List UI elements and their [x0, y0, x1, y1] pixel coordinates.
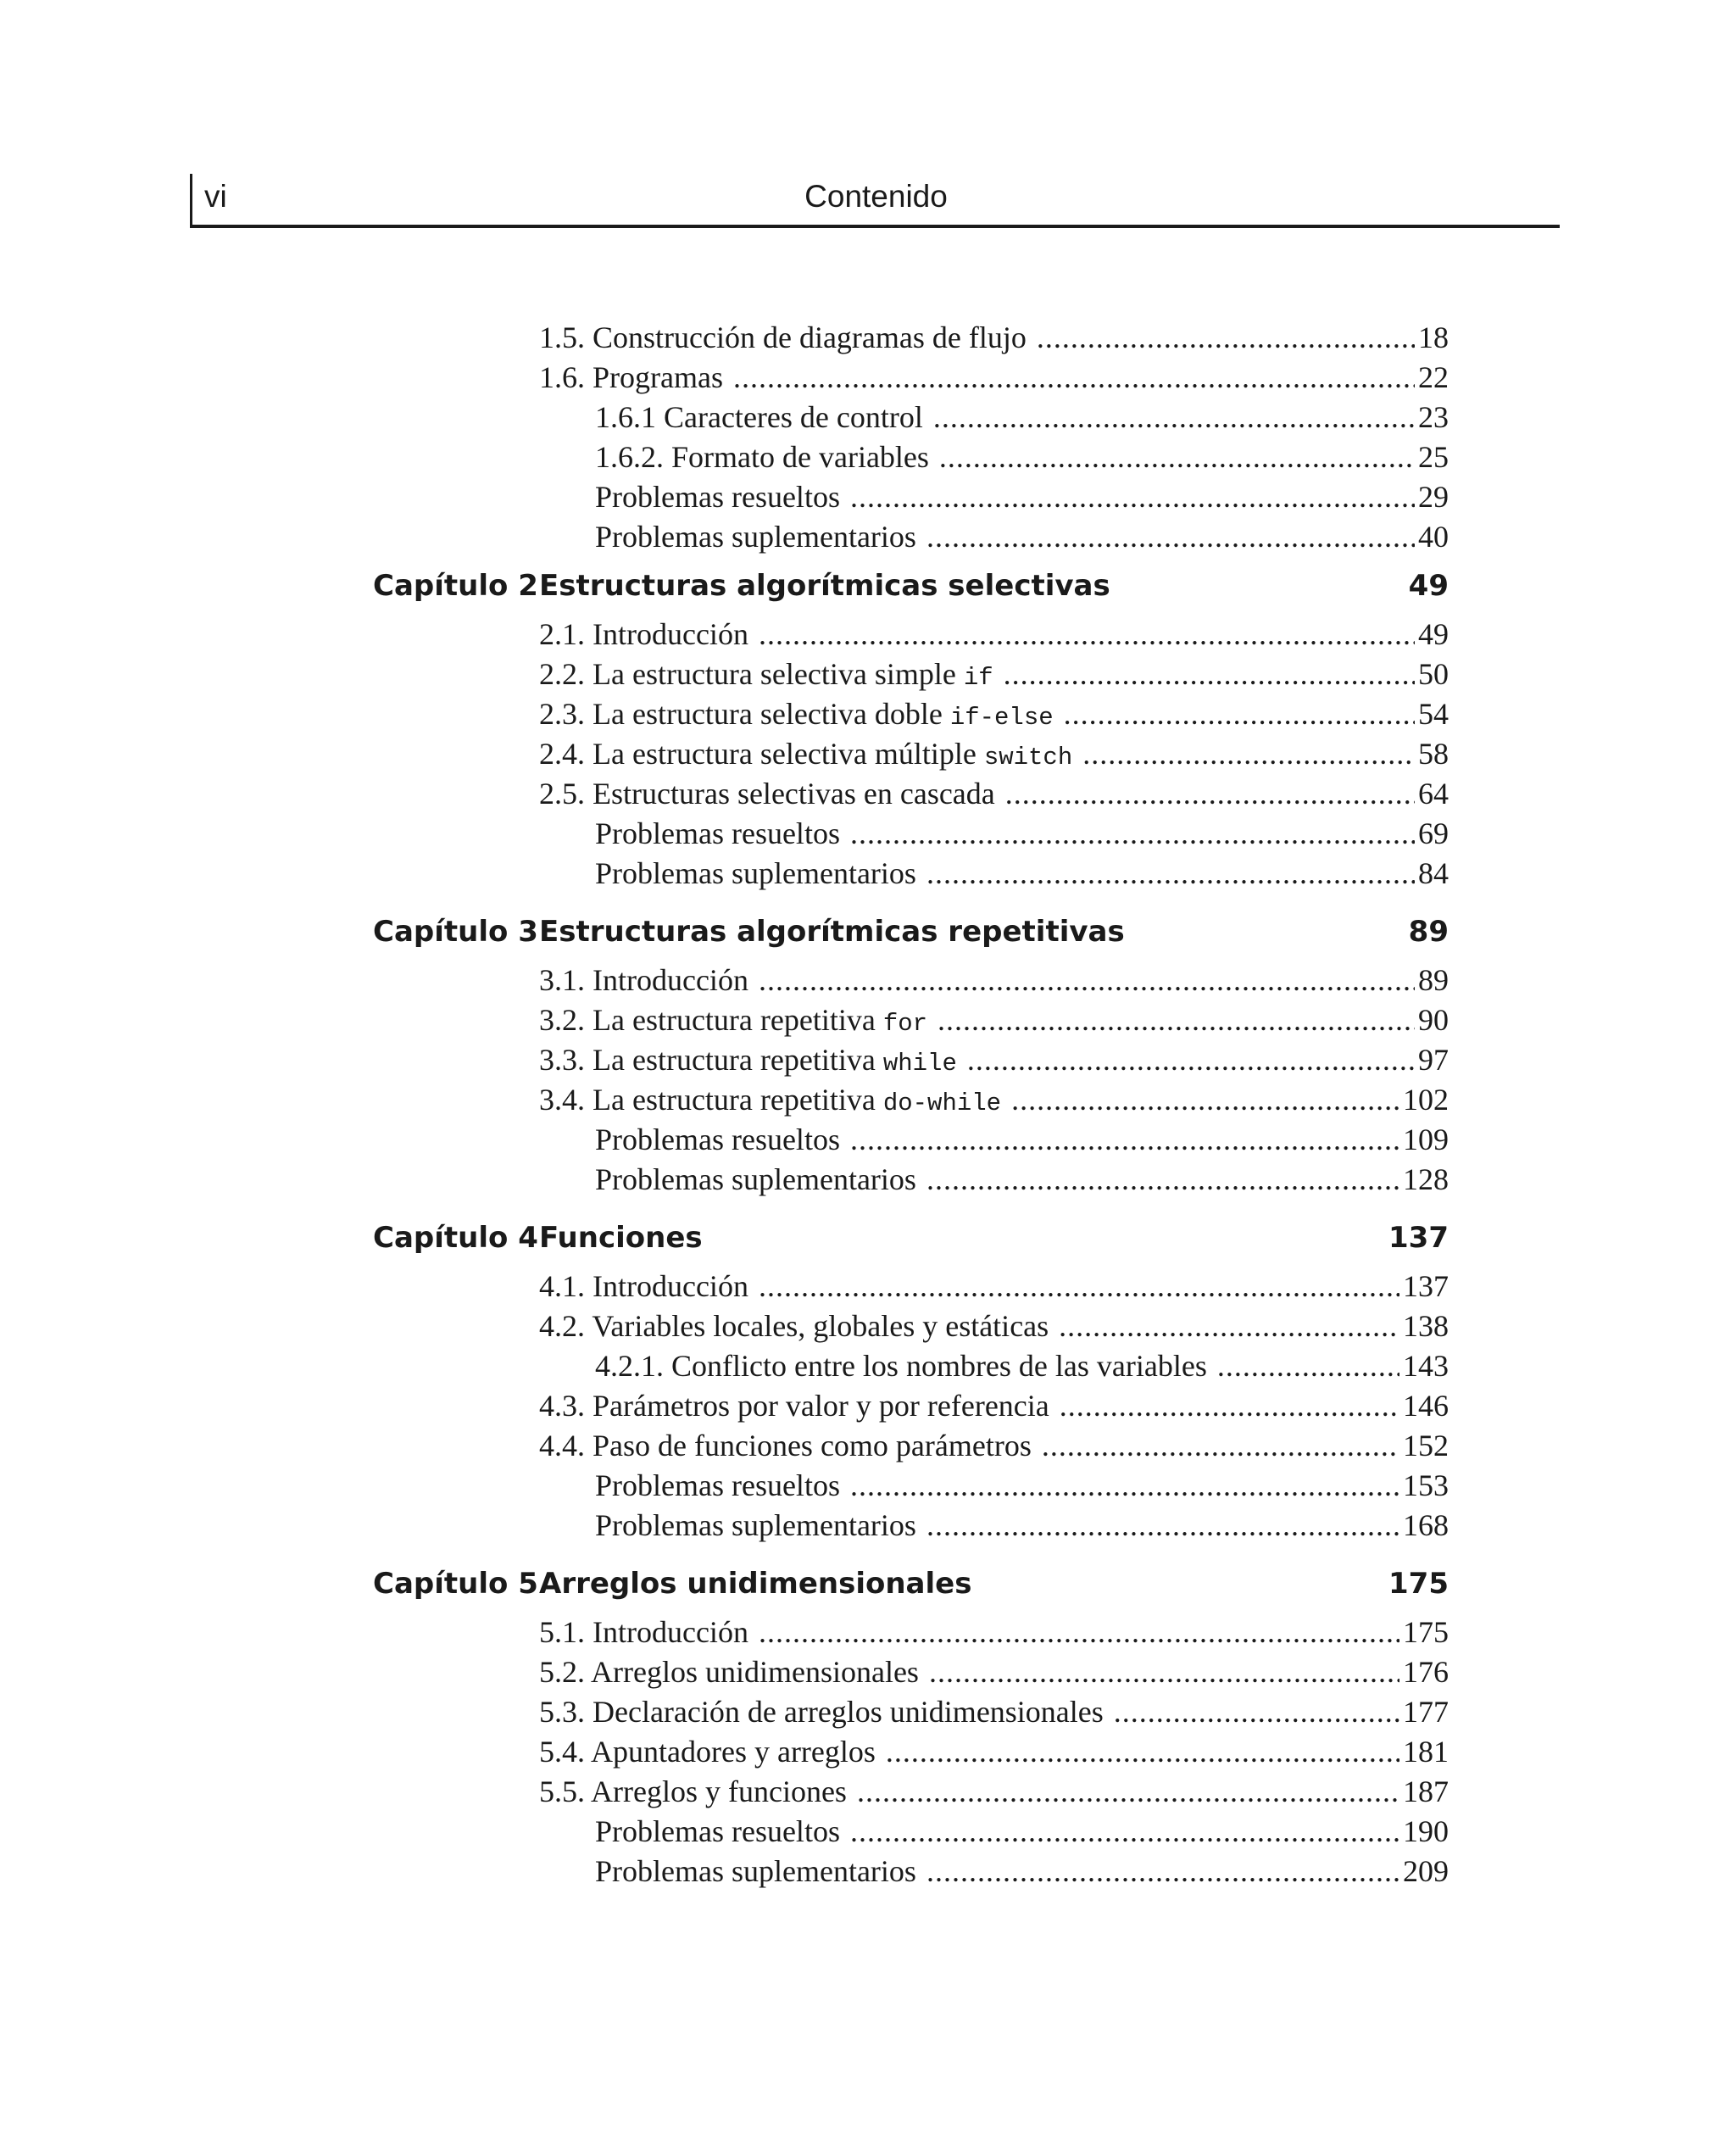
toc-entry-page: 29 [1418, 480, 1449, 514]
toc-entry-page: 181 [1403, 1735, 1449, 1769]
dot-leader [733, 359, 1415, 396]
toc-entry-label: Problemas suplementarios [595, 856, 916, 890]
toc-entry-label: 2.4. La estructura selectiva múltiple switch [539, 737, 1073, 772]
dot-leader [967, 1041, 1415, 1078]
toc-entry-label: 4.4. Paso de funciones como parámetros [539, 1429, 1032, 1462]
toc-entry-label: 5.2. Arreglos unidimensionales [539, 1655, 919, 1689]
toc-entry-page: 54 [1418, 697, 1449, 731]
toc-entry-problemas-suplementarios[interactable] [595, 1507, 1449, 1544]
chapter-label: Capítulo 2 [373, 569, 538, 603]
toc-entry-page: 137 [1403, 1269, 1449, 1303]
toc-entry-label: Problemas resueltos [595, 816, 840, 850]
toc-entry-4-2[interactable] [539, 1307, 1449, 1345]
toc-entry-2-2[interactable] [539, 655, 1449, 693]
dot-leader [926, 518, 1415, 555]
toc-entry-1-6-1[interactable] [595, 398, 1449, 436]
dot-leader [926, 1161, 1399, 1198]
toc-entry-label: 5.4. Apuntadores y arreglos [539, 1735, 876, 1769]
toc-entry-page: 177 [1403, 1695, 1449, 1729]
dot-leader [1005, 775, 1415, 812]
chapter-heading-2[interactable] [373, 565, 1449, 606]
toc-entry-problemas-suplementarios[interactable] [595, 518, 1449, 555]
toc-entry-label: 2.5. Estructuras selectivas en cascada [539, 777, 995, 811]
toc-entry-page: 138 [1403, 1309, 1449, 1343]
dot-leader [1114, 1693, 1399, 1730]
dot-leader [850, 478, 1415, 515]
toc-entry-label: 5.5. Arreglos y funciones [539, 1774, 847, 1808]
toc-entry-4-3[interactable] [539, 1387, 1449, 1424]
toc-entry-2-3[interactable] [539, 695, 1449, 733]
toc-entry-5-1[interactable] [539, 1613, 1449, 1651]
dot-leader [1004, 655, 1415, 693]
code-keyword: while [882, 1050, 957, 1078]
toc-entry-3-4[interactable] [539, 1081, 1449, 1118]
chapter-heading-4[interactable] [373, 1217, 1449, 1258]
toc-entry-label: 3.4. La estructura repetitiva do-while [539, 1083, 1002, 1117]
toc-entry-label: Problemas resueltos [595, 1814, 840, 1848]
toc-entry-page: 23 [1418, 400, 1449, 434]
dot-leader [1059, 1307, 1399, 1345]
dot-leader [926, 855, 1415, 892]
toc-entry-page: 50 [1418, 657, 1449, 691]
toc-entry-page: 89 [1418, 963, 1449, 997]
dot-leader [759, 616, 1415, 653]
code-keyword: do-while [882, 1089, 1002, 1117]
toc-entry-page: 175 [1403, 1615, 1449, 1649]
toc-entry-page: 168 [1403, 1508, 1449, 1542]
toc-entry-label: Problemas resueltos [595, 1123, 840, 1156]
code-keyword: switch [983, 744, 1073, 772]
toc-entry-page: 102 [1403, 1083, 1449, 1117]
toc-entry-label: 5.3. Declaración de arreglos unidimensionales [539, 1695, 1104, 1729]
toc-entry-label: 3.2. La estructura repetitiva for [539, 1003, 928, 1038]
toc-entry-label: 3.1. Introducción [539, 963, 748, 997]
toc-entry-label: Problemas resueltos [595, 1468, 840, 1502]
toc-entry-label: Problemas suplementarios [595, 520, 916, 554]
dot-leader [759, 961, 1415, 999]
dot-leader [850, 815, 1415, 852]
toc-entry-page: 90 [1418, 1003, 1449, 1037]
toc-entry-page: 49 [1418, 617, 1449, 651]
toc-entry-page: 25 [1418, 440, 1449, 474]
toc-entry-label: Problemas suplementarios [595, 1854, 916, 1888]
toc-entry-problemas-resueltos[interactable] [595, 1467, 1449, 1504]
dot-leader [1037, 319, 1415, 356]
dot-leader [759, 1613, 1399, 1651]
toc-entry-page: 143 [1403, 1349, 1449, 1383]
toc-entry-problemas-resueltos[interactable] [595, 478, 1449, 515]
toc-entry-page: 152 [1403, 1429, 1449, 1462]
toc-entry-page: 69 [1418, 816, 1449, 850]
chapter-page: 175 [1388, 1567, 1449, 1601]
dot-leader [1011, 1081, 1399, 1118]
chapter-page: 49 [1408, 569, 1449, 603]
dot-leader [1060, 1387, 1399, 1424]
toc-entry-label: 2.2. La estructura selectiva simple if [539, 657, 993, 692]
toc-entry-label: 1.5. Construcción de diagramas de flujo [539, 320, 1027, 354]
dot-leader [759, 1267, 1399, 1305]
toc-entry-problemas-suplementarios[interactable] [595, 855, 1449, 892]
toc-entry-label: 4.2.1. Conflicto entre los nombres de las variables [595, 1349, 1207, 1383]
toc-entry-problemas-suplementarios[interactable] [595, 1852, 1449, 1890]
toc-entry-page: 64 [1418, 777, 1449, 811]
dot-leader [929, 1653, 1399, 1691]
chapter-title: Arreglos unidimensionales [539, 1567, 972, 1601]
toc-entry-3-2[interactable] [539, 1001, 1449, 1039]
toc-entry-page: 22 [1418, 360, 1449, 394]
toc-entry-1-6[interactable] [539, 359, 1449, 396]
toc-entry-label: Problemas suplementarios [595, 1508, 916, 1542]
chapter-page: 137 [1388, 1221, 1449, 1255]
toc-entry-page: 209 [1403, 1854, 1449, 1888]
chapter-heading-3[interactable] [373, 911, 1449, 952]
toc-entry-label: 5.1. Introducción [539, 1615, 748, 1649]
toc-entry-label: Problemas resueltos [595, 480, 840, 514]
toc-entry-page: 190 [1403, 1814, 1449, 1848]
toc-entry-page: 146 [1403, 1389, 1449, 1423]
toc-entry-problemas-resueltos[interactable] [595, 815, 1449, 852]
chapter-label: Capítulo 5 [373, 1567, 538, 1601]
toc-entry-page: 58 [1418, 737, 1449, 771]
dot-leader [850, 1121, 1399, 1158]
code-keyword: if-else [949, 704, 1054, 732]
code-keyword: if [963, 664, 993, 692]
toc-entry-page: 153 [1403, 1468, 1449, 1502]
dot-leader [886, 1733, 1399, 1770]
toc-entry-label: 1.6.1 Caracteres de control [595, 400, 923, 434]
dot-leader [1064, 695, 1415, 733]
toc-entry-4-1[interactable] [539, 1267, 1449, 1305]
toc-entry-page: 109 [1403, 1123, 1449, 1156]
running-head-title: Contenido [804, 179, 948, 214]
toc-entry-3-1[interactable] [539, 961, 1449, 999]
toc-entry-label: 3.3. La estructura repetitiva while [539, 1043, 957, 1078]
toc-entry-2-5[interactable] [539, 775, 1449, 812]
dot-leader [1082, 735, 1415, 772]
chapter-title: Estructuras algorítmicas repetitivas [539, 915, 1125, 949]
toc-entry-page: 97 [1418, 1043, 1449, 1077]
toc-entry-problemas-resueltos[interactable] [595, 1121, 1449, 1158]
dot-leader [938, 1001, 1415, 1039]
toc-entry-label: 1.6. Programas [539, 360, 723, 394]
dot-leader [926, 1852, 1399, 1890]
toc-entry-3-3[interactable] [539, 1041, 1449, 1078]
toc-entry-page: 187 [1403, 1774, 1449, 1808]
toc-entry-problemas-suplementarios[interactable] [595, 1161, 1449, 1198]
toc-entry-page: 128 [1403, 1162, 1449, 1196]
dot-leader [1217, 1347, 1399, 1384]
toc-entry-4-2-1[interactable] [595, 1347, 1449, 1384]
toc-entry-label: Problemas suplementarios [595, 1162, 916, 1196]
toc-entry-page: 18 [1418, 320, 1449, 354]
chapter-title: Estructuras algorítmicas selectivas [539, 569, 1110, 603]
toc-entry-1-5[interactable] [539, 319, 1449, 356]
toc-entry-5-2[interactable] [539, 1653, 1449, 1691]
code-keyword: for [882, 1010, 928, 1038]
toc-entry-1-6-2[interactable] [595, 438, 1449, 476]
running-head [190, 174, 1560, 228]
toc-entry-label: 2.1. Introducción [539, 617, 748, 651]
page-number: vi [204, 179, 227, 214]
toc-entry-2-4[interactable] [539, 735, 1449, 772]
chapter-label: Capítulo 4 [373, 1221, 538, 1255]
toc-entry-2-1[interactable] [539, 616, 1449, 653]
toc-entry-label: 4.1. Introducción [539, 1269, 748, 1303]
dot-leader [1042, 1427, 1399, 1464]
dot-leader [850, 1813, 1399, 1850]
dot-leader [933, 398, 1415, 436]
toc-entry-problemas-resueltos[interactable] [595, 1813, 1449, 1850]
chapter-heading-5[interactable] [373, 1563, 1449, 1604]
dot-leader [857, 1773, 1399, 1810]
toc-entry-label: 1.6.2. Formato de variables [595, 440, 929, 474]
dot-leader [850, 1467, 1399, 1504]
toc-entry-5-4[interactable] [539, 1733, 1449, 1770]
toc-entry-page: 84 [1418, 856, 1449, 890]
toc-entry-label: 2.3. La estructura selectiva doble if-else [539, 697, 1054, 732]
toc-entry-5-5[interactable] [539, 1773, 1449, 1810]
chapter-page: 89 [1408, 915, 1449, 949]
toc-entry-page: 40 [1418, 520, 1449, 554]
chapter-title: Funciones [539, 1221, 703, 1255]
dot-leader [939, 438, 1415, 476]
chapter-label: Capítulo 3 [373, 915, 538, 949]
toc-entry-4-4[interactable] [539, 1427, 1449, 1464]
toc-entry-page: 176 [1403, 1655, 1449, 1689]
toc-entry-label: 4.2. Variables locales, globales y estáticas [539, 1309, 1049, 1343]
dot-leader [926, 1507, 1399, 1544]
toc-entry-label: 4.3. Parámetros por valor y por referencia [539, 1389, 1049, 1423]
toc-entry-5-3[interactable] [539, 1693, 1449, 1730]
